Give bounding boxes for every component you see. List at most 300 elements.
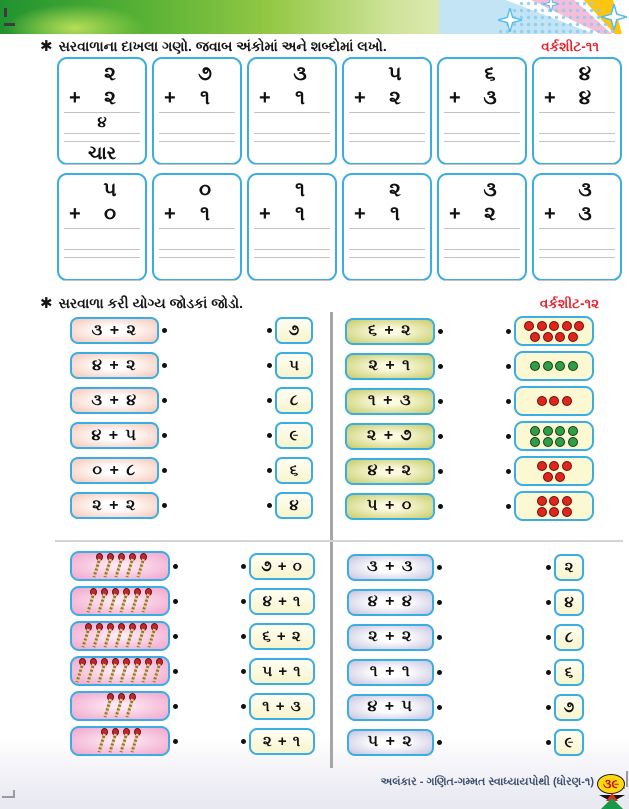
plus-sign: + <box>259 203 271 225</box>
addition-expression: ૨ + ૨ <box>70 492 159 519</box>
answer-box: ૫ <box>275 352 313 379</box>
addend-bottom-row <box>59 201 145 228</box>
instruction-2 <box>40 294 243 312</box>
red-dot-icon <box>562 507 572 517</box>
green-dot-icon <box>530 361 540 371</box>
addend-top: ૭ <box>198 63 212 85</box>
matchstick-icon <box>126 623 137 649</box>
answer-digit-slot: ૪ <box>97 114 107 131</box>
connector-dot <box>438 329 443 334</box>
match-row <box>347 588 584 616</box>
page-number-badge: ૩૯ <box>597 774 625 794</box>
red-dot-icon <box>574 321 584 331</box>
addition-expression: ૨ + ૧ <box>345 353 435 380</box>
answer-box: ૬ <box>275 457 313 484</box>
addend-top: ૧ <box>295 179 305 201</box>
sparkle-star-icon <box>601 4 627 30</box>
green-dot-icon <box>555 437 565 447</box>
connector-dot <box>546 740 551 745</box>
match-row <box>70 691 315 721</box>
matchstick-icon <box>126 553 137 579</box>
addition-expression: ૪ + ૧ <box>249 588 315 615</box>
match-row <box>345 491 594 521</box>
addend-top: ૪ <box>578 63 592 85</box>
sparkle-star-icon <box>543 0 559 12</box>
addition-expression: ૪ + ૪ <box>347 589 434 616</box>
answer-box: ૨ <box>554 554 584 581</box>
connector-dot <box>437 600 442 605</box>
line-gap <box>249 250 335 257</box>
addend-bottom-row <box>534 201 620 228</box>
red-dot-icon <box>549 496 559 506</box>
match-row <box>345 421 594 451</box>
green-dot-icon <box>543 426 553 436</box>
red-dot-icon <box>537 496 547 506</box>
connector-dot <box>267 398 272 403</box>
answer-word-slot <box>249 142 335 164</box>
dot-pattern-box <box>514 386 594 416</box>
addend-bottom: ૨ <box>484 203 496 225</box>
line-gap <box>59 250 145 257</box>
green-dot-icon <box>530 426 540 436</box>
connector-dot <box>546 565 551 570</box>
matchstick-box <box>70 586 170 616</box>
line-gap <box>249 134 335 141</box>
connector-dot <box>162 328 167 333</box>
matchstick-icon <box>98 588 109 614</box>
addend-top: ૫ <box>388 63 402 85</box>
answer-line <box>444 280 520 281</box>
connector-dot <box>546 670 551 675</box>
connector-dot <box>173 634 178 639</box>
addition-expression: ૫ + ૦ <box>345 493 435 520</box>
addition-card <box>532 57 622 165</box>
connector-dot <box>437 705 442 710</box>
green-dot-icon <box>530 437 540 447</box>
addend-bottom: ૧ <box>200 203 210 225</box>
addend-top: ૬ <box>484 63 496 85</box>
addend-bottom: ૩ <box>483 87 497 109</box>
red-dot-icon <box>524 321 534 331</box>
answer-word-slot <box>154 142 240 164</box>
connector-dot <box>437 670 442 675</box>
line-gap <box>344 250 430 257</box>
addend-top: ૩ <box>293 63 307 85</box>
matchstick-icon <box>115 553 126 579</box>
answer-digit-slot <box>344 229 430 249</box>
red-dot-icon <box>543 472 553 482</box>
red-dot-icon <box>543 332 553 342</box>
addition-card <box>247 57 337 165</box>
connector-dot <box>506 504 511 509</box>
addition-expression: ૭ + ૦ <box>249 553 315 580</box>
connector-dot <box>546 705 551 710</box>
bullet-icon: ✱ <box>40 38 53 55</box>
answer-line <box>159 164 235 165</box>
match-row <box>345 386 594 416</box>
answer-digit-slot <box>59 229 145 249</box>
addend-top: ૫ <box>103 179 117 201</box>
match-row <box>70 422 313 449</box>
dot-pattern-box <box>514 421 594 451</box>
match-row <box>347 553 584 581</box>
addend-bottom: ૧ <box>200 87 210 109</box>
answer-word-slot <box>344 258 430 280</box>
connector-dot <box>162 363 167 368</box>
addition-card <box>152 57 242 165</box>
addition-expression: ૪ + ૫ <box>70 422 159 449</box>
matchstick-box <box>70 691 170 721</box>
match-row <box>347 623 584 651</box>
addend-bottom: ૨ <box>104 87 116 109</box>
addend-bottom-row <box>154 85 240 112</box>
dot-row <box>530 426 578 436</box>
dot-row <box>530 437 578 447</box>
sparkle-star-icon <box>498 8 522 32</box>
connector-dot <box>438 434 443 439</box>
red-dot-icon <box>562 496 572 506</box>
connector-dot <box>438 364 443 369</box>
addition-card <box>437 173 527 281</box>
matchstick-box <box>70 726 170 756</box>
plus-sign: + <box>544 87 556 109</box>
matchstick-icon <box>109 728 120 754</box>
plus-sign: + <box>69 87 81 109</box>
dot-row <box>524 321 584 331</box>
addend-bottom: ૦ <box>103 203 117 225</box>
answer-word-slot <box>439 258 525 280</box>
matchstick-icon <box>126 693 137 719</box>
plus-sign: + <box>164 203 176 225</box>
connector-dot <box>162 398 167 403</box>
green-dot-icon <box>543 361 553 371</box>
addition-expression: ૧ + ૩ <box>249 693 315 720</box>
addition-expression: ૬ + ૨ <box>249 623 315 650</box>
addend-bottom: ૧ <box>295 87 305 109</box>
match-row <box>70 492 313 519</box>
addend-bottom-row <box>534 85 620 112</box>
connector-dot <box>437 635 442 640</box>
dot-row <box>537 507 572 517</box>
crop-mark <box>4 23 15 26</box>
publisher-logo-icon <box>599 793 625 809</box>
matchstick-icon <box>109 658 120 684</box>
red-dot-icon <box>568 332 578 342</box>
addend-bottom-row <box>249 201 335 228</box>
connector-dot <box>506 399 511 404</box>
line-gap <box>154 250 240 257</box>
matchstick-box <box>70 551 170 581</box>
green-dot-icon <box>568 426 578 436</box>
addend-top: ૨ <box>389 179 401 201</box>
connector-dot <box>437 565 442 570</box>
addition-expression: ૫ + ૨ <box>347 729 434 756</box>
addition-expression: ૪ + ૫ <box>347 694 434 721</box>
match-quadrant-expressions-to-answers-2 <box>347 553 584 763</box>
answer-box: ૮ <box>554 624 584 651</box>
plus-sign: + <box>449 87 461 109</box>
plus-sign: + <box>354 87 366 109</box>
connector-dot <box>162 503 167 508</box>
matchstick-icon <box>142 588 153 614</box>
match-row <box>345 456 594 486</box>
match-row <box>70 586 315 616</box>
addition-expression: ૪ + ૨ <box>345 458 435 485</box>
dot-row <box>537 461 572 471</box>
addition-card <box>437 57 527 165</box>
green-dot-icon <box>543 437 553 447</box>
crop-mark <box>13 790 15 798</box>
matchstick-icon <box>98 728 109 754</box>
connector-dot <box>438 399 443 404</box>
addend-top: ૦ <box>198 179 212 201</box>
answer-box: ૪ <box>554 589 584 616</box>
addend-top: ૨ <box>104 63 116 85</box>
connector-dot <box>173 739 178 744</box>
matchstick-box <box>70 656 170 686</box>
answer-line <box>64 164 140 165</box>
line-gap <box>154 134 240 141</box>
addition-card <box>342 57 432 165</box>
red-dot-icon <box>555 472 565 482</box>
addend-bottom-row <box>59 85 145 112</box>
answer-word-slot <box>59 258 145 280</box>
worksheet-12-badge: વર્કશીટ-૧૨ <box>539 296 599 311</box>
answer-line <box>254 164 330 165</box>
footer-book-title: અલંકાર - ગણિત-ગમ્મત સ્વાધ્યાયપોથી (ધોરણ-૧) <box>380 776 594 788</box>
answer-line <box>349 280 425 281</box>
answer-box: ૭ <box>275 317 313 344</box>
decorative-header-band <box>0 0 629 34</box>
addend-bottom-row <box>154 201 240 228</box>
match-row <box>70 317 313 344</box>
answer-line <box>254 280 330 281</box>
connector-dot <box>173 564 178 569</box>
addition-expression: ૧ + ૧ <box>347 659 434 686</box>
match-row <box>70 726 315 756</box>
connector-dot <box>506 469 511 474</box>
addition-expression: ૩ + ૪ <box>70 387 159 414</box>
matchstick-icon <box>93 553 104 579</box>
matchstick-icon <box>142 658 153 684</box>
addend-bottom: ૧ <box>390 203 400 225</box>
addend-bottom-row <box>344 201 430 228</box>
red-dot-icon <box>549 461 559 471</box>
match-row <box>347 693 584 721</box>
addition-expression: ૨ + ૨ <box>347 624 434 651</box>
instruction-2-text: સરવાળા કરી યોગ્ય જોડકાં જોડો. <box>58 295 244 311</box>
connector-dot <box>437 740 442 745</box>
matchstick-icon <box>87 588 98 614</box>
matchstick-icon <box>137 553 148 579</box>
addend-top: ૩ <box>578 179 592 201</box>
matchstick-icon <box>109 588 120 614</box>
connector-dot <box>546 600 551 605</box>
green-dot-icon <box>555 361 565 371</box>
connector-dot <box>162 433 167 438</box>
connector-dot <box>241 739 246 744</box>
answer-word-slot <box>249 258 335 280</box>
line-gap <box>59 134 145 141</box>
red-dot-icon <box>549 507 559 517</box>
connector-dot <box>438 469 443 474</box>
answer-digit-slot <box>534 229 620 249</box>
plus-sign: + <box>354 203 366 225</box>
answer-digit-slot <box>439 113 525 133</box>
connector-dot <box>241 634 246 639</box>
match-row <box>345 316 594 346</box>
green-dot-icon <box>568 361 578 371</box>
answer-digit-slot <box>439 229 525 249</box>
matchstick-icon <box>87 658 98 684</box>
connector-dot <box>506 364 511 369</box>
dot-row <box>530 332 578 342</box>
green-dot-icon <box>568 437 578 447</box>
addend-bottom-row <box>439 201 525 228</box>
dot-pattern-box <box>514 456 594 486</box>
green-dot-icon <box>555 426 565 436</box>
addend-bottom: ૪ <box>578 87 592 109</box>
red-dot-icon <box>549 321 559 331</box>
addition-card <box>342 173 432 281</box>
matchstick-icon <box>131 728 142 754</box>
answer-word-slot: ચાર <box>87 143 117 163</box>
match-quadrant-expressions-to-dots <box>345 316 594 526</box>
plus-sign: + <box>449 203 461 225</box>
matchstick-icon <box>120 588 131 614</box>
connector-dot <box>506 329 511 334</box>
line-gap <box>439 134 525 141</box>
line-gap <box>534 134 620 141</box>
match-quadrant-expressions-to-answers <box>70 317 313 527</box>
match-row <box>70 656 315 686</box>
dot-row <box>543 472 566 482</box>
worksheet-11-badge: વર્કશીટ-૧૧ <box>541 39 599 54</box>
red-dot-icon <box>530 332 540 342</box>
addend-bottom: ૩ <box>578 203 592 225</box>
matchstick-icon <box>131 588 142 614</box>
plus-sign: + <box>164 87 176 109</box>
match-row <box>347 728 584 756</box>
answer-word-slot <box>154 258 240 280</box>
addition-expression: ૨ + ૧ <box>249 728 315 755</box>
red-dot-icon <box>562 461 572 471</box>
instruction-1-text: સરવાળાના દાખલા ગણો. જવાબ અંકોમાં અને શબ્દોમાં લખો. <box>58 38 387 54</box>
connector-dot <box>267 503 272 508</box>
addend-top: ૩ <box>483 179 497 201</box>
connector-dot <box>173 669 178 674</box>
red-dot-icon <box>549 396 559 406</box>
addition-expression: ૧ + ૩ <box>345 388 435 415</box>
answer-box: ૯ <box>554 729 584 756</box>
connector-dot <box>241 669 246 674</box>
crop-mark <box>4 8 7 17</box>
connector-dot <box>173 704 178 709</box>
match-row <box>70 551 315 581</box>
green-gradient-stripe <box>0 0 492 34</box>
addition-expression: ૩ + ૨ <box>70 317 159 344</box>
line-gap <box>534 250 620 257</box>
matchstick-icon <box>148 623 159 649</box>
connector-dot <box>506 434 511 439</box>
answer-line <box>539 280 615 281</box>
connector-dot <box>546 635 551 640</box>
red-dot-icon <box>537 507 547 517</box>
addition-expression: ૬ + ૨ <box>345 318 435 345</box>
matchstick-box <box>70 621 170 651</box>
line-gap <box>439 250 525 257</box>
answer-word-slot <box>439 142 525 164</box>
dot-row <box>530 361 578 371</box>
matchstick-icon <box>131 658 142 684</box>
red-dot-icon <box>537 321 547 331</box>
connector-dot <box>173 599 178 604</box>
matchstick-icon <box>137 623 148 649</box>
answer-line <box>159 280 235 281</box>
instruction-1 <box>40 37 387 55</box>
dot-pattern-box <box>514 351 594 381</box>
answer-digit-slot <box>344 113 430 133</box>
matchstick-icon <box>98 658 109 684</box>
addition-cards-row-2 <box>57 173 622 281</box>
addend-bottom-row <box>249 85 335 112</box>
answer-line <box>539 164 615 165</box>
answer-box: ૬ <box>554 659 584 686</box>
horizontal-divider <box>55 540 623 542</box>
addition-card <box>152 173 242 281</box>
answer-word-slot <box>534 142 620 164</box>
addition-card <box>57 173 147 281</box>
red-dot-icon <box>562 396 572 406</box>
answer-box: ૯ <box>275 422 313 449</box>
answer-digit-slot <box>154 229 240 249</box>
dot-pattern-box <box>514 316 594 346</box>
match-row <box>347 658 584 686</box>
red-dot-icon <box>555 332 565 342</box>
answer-digit-slot <box>534 113 620 133</box>
matchstick-icon <box>115 623 126 649</box>
plus-sign: + <box>544 203 556 225</box>
addend-bottom-row <box>344 85 430 112</box>
matchstick-icon <box>120 658 131 684</box>
red-dot-icon <box>537 461 547 471</box>
answer-digit-slot <box>154 113 240 133</box>
answer-line <box>444 164 520 165</box>
addend-bottom: ૧ <box>295 203 305 225</box>
answer-word-slot <box>344 142 430 164</box>
connector-dot <box>241 599 246 604</box>
bullet-icon: ✱ <box>40 295 53 312</box>
addition-cards-row-1 <box>57 57 622 165</box>
connector-dot <box>162 468 167 473</box>
match-quadrant-sticks-to-expressions <box>70 551 315 761</box>
matchstick-icon <box>76 658 87 684</box>
addition-card <box>247 173 337 281</box>
addition-expression: ૩ + ૩ <box>347 554 434 581</box>
plus-sign: + <box>69 203 81 225</box>
match-row <box>70 457 313 484</box>
plus-sign: + <box>259 87 271 109</box>
connector-dot <box>267 363 272 368</box>
matchstick-icon <box>104 553 115 579</box>
connector-dot <box>267 433 272 438</box>
matchstick-icon <box>153 658 164 684</box>
answer-box: ૮ <box>275 387 313 414</box>
addend-bottom-row <box>439 85 525 112</box>
addition-card <box>532 173 622 281</box>
answer-box: ૪ <box>275 492 313 519</box>
crop-mark <box>626 771 628 787</box>
